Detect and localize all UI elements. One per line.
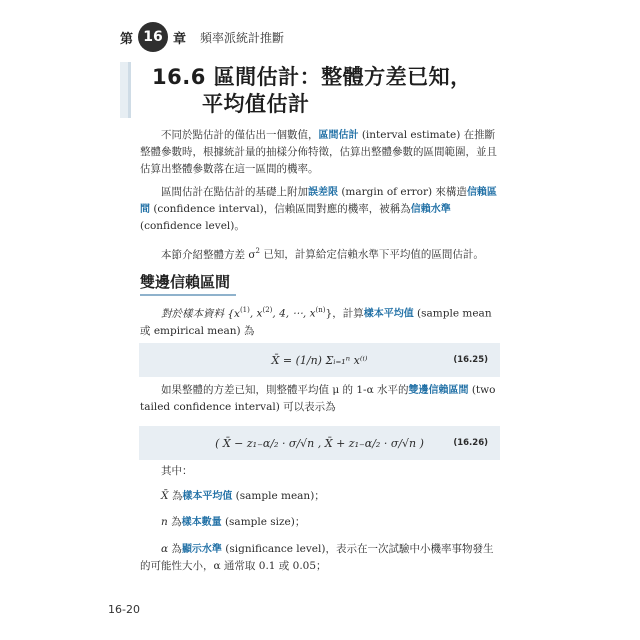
def3-text2: (significance level)，表示在一次試驗中小機率事物發生的可能性大小，α 通常取 0.1 或 0.05； (140, 543, 494, 572)
chapter-prefix: 第 (120, 31, 134, 47)
paragraph-intro (140, 243, 498, 264)
page-number: 16-20 (108, 603, 140, 616)
para4-sup3: (n) (315, 306, 326, 314)
def2-text1: 為 (167, 516, 182, 528)
equation-16-25 (139, 343, 500, 377)
paragraph-interval-estimate (140, 127, 498, 178)
subheading-two-sided-ci: 雙邊信賴區間 (140, 273, 231, 291)
section-title-line2: 平均值估計 (202, 92, 310, 116)
para3-text1: 本節介紹整體方差 σ (161, 248, 256, 261)
section-title (152, 64, 472, 118)
where-line (140, 463, 498, 480)
equation-16-25-formula: X̄ = (1/n) Σᵢ₌₁ⁿ x⁽ⁱ⁾ (271, 353, 368, 367)
para4-text1: 對於樣本資料 {x (161, 307, 240, 320)
def1-text1: 為 (168, 490, 183, 502)
para3-text2: 已知，計算給定信賴水準下平均值的區間估計。 (259, 248, 484, 261)
para4-text4: }，計算 (325, 307, 364, 320)
def2-text2: (sample size)； (221, 516, 306, 528)
term-confidence-interval: 信賴區間 (140, 187, 497, 215)
para2-text3: (confidence interval)，信賴區間對應的機率，被稱為 (150, 203, 411, 215)
para1-text1: 不同於點估計的僅估出一個數值， (161, 129, 319, 141)
subheading-underline (140, 294, 236, 296)
definition-significance-level (140, 541, 498, 575)
para4-text5: (sample mean 或 empirical mean) 為 (140, 307, 492, 337)
term-interval-estimate: 區間估計 (318, 130, 359, 141)
def2-symbol: n (161, 516, 168, 528)
equation-16-26-formula: ( X̄ − z₁₋α/₂ · σ/√n , X̄ + z₁₋α/₂ · σ/√n ) (215, 436, 424, 450)
equation-16-25-number: (16.25) (453, 355, 488, 365)
paragraph-sample-mean (140, 302, 498, 340)
def1-term: 樣本平均值 (182, 491, 233, 502)
section-title-line1: 16.6 區間估計：整體方差已知， (152, 65, 472, 89)
def3-term: 顯示水準 (181, 544, 222, 555)
section-accent-bar-inner (128, 62, 131, 118)
para4-sup2: (2) (262, 306, 273, 314)
def1-symbol: X̄ (161, 490, 169, 502)
term-confidence-level: 信賴水準 (410, 204, 451, 215)
para4-sup1: (1) (239, 306, 250, 314)
chapter-header (120, 22, 284, 52)
chapter-number-badge: 16 (138, 22, 168, 52)
para3-sup: 2 (255, 247, 260, 255)
para1-text2: (interval estimate) 在推斷整體參數時，根據統計量的抽樣分佈特徵，估算出整體參數的區間範圍，並且估算出整體參數落在這一區間的機率。 (140, 129, 497, 175)
chapter-suffix: 章 (173, 31, 187, 47)
section-accent-bar (120, 62, 128, 118)
paragraph-two-tailed (140, 382, 498, 416)
definition-sample-mean (140, 488, 498, 505)
def1-text2: (sample mean)； (232, 490, 325, 502)
para2-text2: (margin of error) 來構造 (338, 186, 467, 198)
def3-text1: 為 (168, 543, 182, 555)
chapter-title: 頻率派統計推斷 (200, 30, 285, 45)
para5-text2: (two tailed confidence interval) 可以表示為 (140, 384, 496, 413)
para5-text1: 如果整體的方差已知，則整體平均值 μ 的 1-α 水平的 (161, 384, 409, 396)
term-two-sided-ci: 雙邊信賴區間 (408, 385, 469, 396)
section-heading (120, 60, 520, 128)
def2-term: 樣本數量 (181, 517, 222, 528)
term-sample-mean: 樣本平均值 (363, 308, 414, 320)
term-margin-of-error: 誤差限 (308, 187, 338, 198)
para2-text1: 區間估計在點估計的基礎上附加 (161, 186, 308, 198)
def3-symbol: α (161, 543, 169, 555)
para2-text4: (confidence level)。 (140, 220, 245, 232)
where-text: 其中： (161, 465, 193, 477)
definition-sample-size (140, 514, 498, 531)
equation-16-26 (139, 426, 500, 460)
para4-text2: , x (249, 307, 263, 320)
equation-16-26-number: (16.26) (453, 438, 488, 448)
paragraph-confidence-interval (140, 184, 498, 235)
para4-text3: , 4, ⋯, x (272, 307, 316, 320)
